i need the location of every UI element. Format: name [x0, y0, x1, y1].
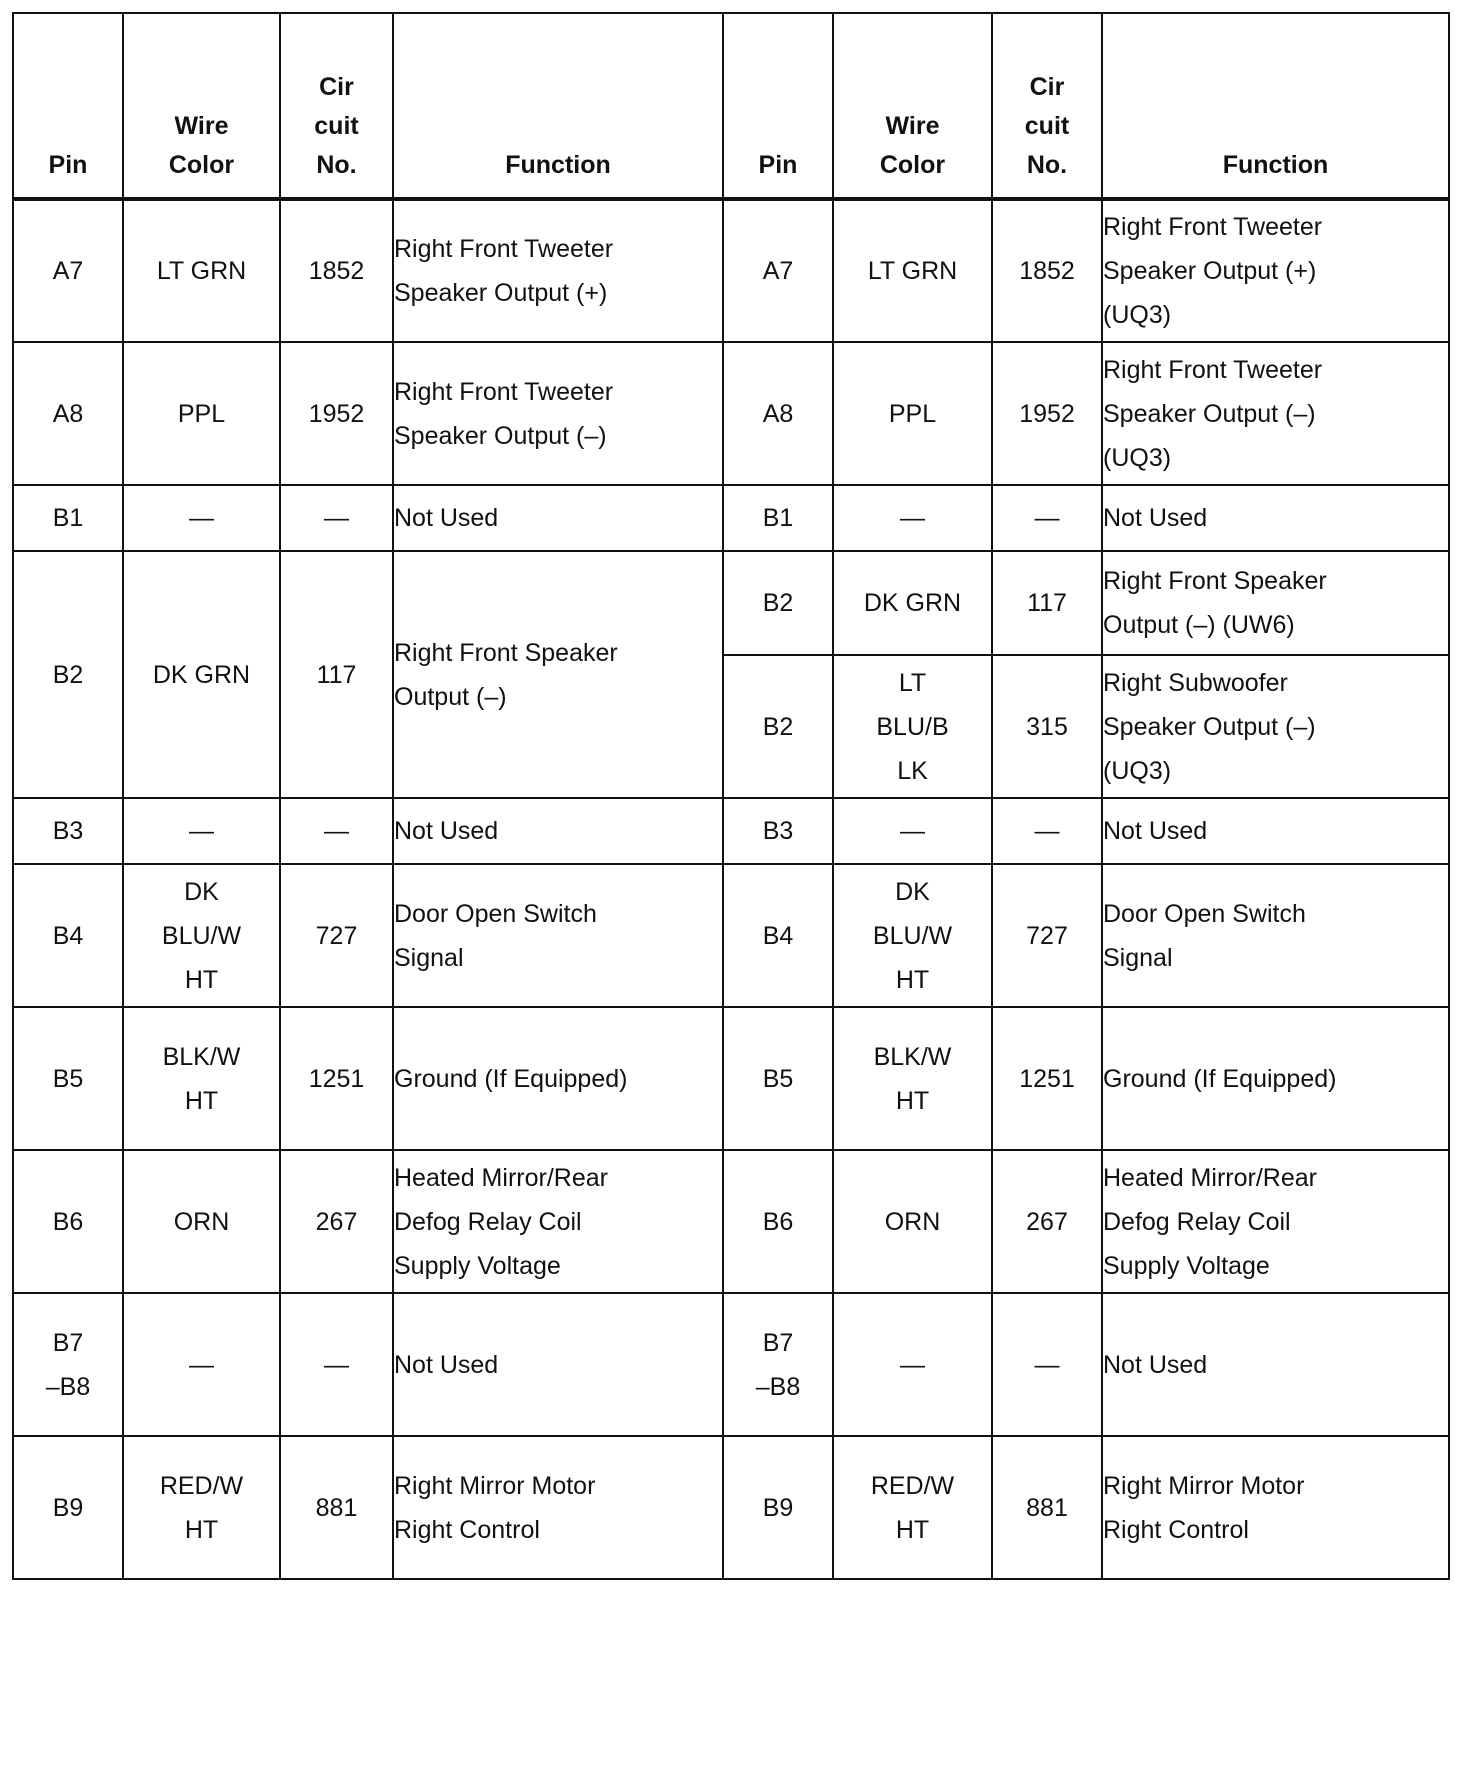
pin-cell: A8: [723, 342, 833, 485]
circuit-cell: —: [992, 485, 1102, 551]
header-pin-left: Pin: [13, 13, 123, 199]
circuit-cell: 727: [280, 864, 393, 1007]
circuit-cell: 117: [280, 551, 393, 798]
function-cell: Not Used: [1102, 1293, 1449, 1436]
header-circuit-no-right: Cir cuit No.: [992, 13, 1102, 199]
function-cell: Ground (If Equipped): [1102, 1007, 1449, 1150]
header-wire-color-left: Wire Color: [123, 13, 280, 199]
wire-color-cell: DK BLU/W HT: [833, 864, 992, 1007]
pin-cell: B7 –B8: [723, 1293, 833, 1436]
function-cell: Right Front Tweeter Speaker Output (–): [393, 342, 723, 485]
pin-cell: B3: [13, 798, 123, 864]
header-function-right: Function: [1102, 13, 1449, 199]
circuit-cell: 117: [992, 551, 1102, 655]
circuit-cell: 1251: [280, 1007, 393, 1150]
function-cell: Right Front Speaker Output (–) (UW6): [1102, 551, 1449, 655]
pin-cell: B9: [13, 1436, 123, 1579]
pin-cell: B2: [723, 655, 833, 798]
table-row: [13, 1436, 1449, 1579]
table-row: [13, 199, 1449, 342]
circuit-cell: —: [280, 1293, 393, 1436]
table-row: [13, 1007, 1449, 1150]
circuit-cell: 267: [992, 1150, 1102, 1293]
circuit-cell: 1852: [992, 199, 1102, 342]
circuit-cell: —: [280, 798, 393, 864]
pin-cell: A7: [13, 199, 123, 342]
wire-color-cell: BLK/W HT: [833, 1007, 992, 1150]
header-wire-color-right: Wire Color: [833, 13, 992, 199]
function-cell: Heated Mirror/Rear Defog Relay Coil Supply Voltage: [1102, 1150, 1449, 1293]
function-cell: Not Used: [1102, 798, 1449, 864]
function-cell: Right Front Tweeter Speaker Output (+) (UQ3): [1102, 199, 1449, 342]
circuit-cell: —: [280, 485, 393, 551]
connector-pinout-document: [12, 12, 1448, 1580]
header-pin-right: Pin: [723, 13, 833, 199]
function-cell: Right Front Speaker Output (–): [393, 551, 723, 798]
function-cell: Right Mirror Motor Right Control: [393, 1436, 723, 1579]
function-cell: Right Mirror Motor Right Control: [1102, 1436, 1449, 1579]
pin-cell: B7 –B8: [13, 1293, 123, 1436]
circuit-cell: 881: [992, 1436, 1102, 1579]
circuit-cell: 1952: [992, 342, 1102, 485]
wire-color-cell: —: [833, 1293, 992, 1436]
pin-cell: B5: [13, 1007, 123, 1150]
pin-cell: B2: [13, 551, 123, 798]
function-cell: Door Open Switch Signal: [1102, 864, 1449, 1007]
circuit-cell: 1952: [280, 342, 393, 485]
pin-cell: B4: [13, 864, 123, 1007]
function-cell: Not Used: [393, 798, 723, 864]
function-cell: Heated Mirror/Rear Defog Relay Coil Supply Voltage: [393, 1150, 723, 1293]
wire-color-cell: LT GRN: [123, 199, 280, 342]
table-row: [13, 1150, 1449, 1293]
function-cell: Right Subwoofer Speaker Output (–) (UQ3): [1102, 655, 1449, 798]
wire-color-cell: —: [123, 798, 280, 864]
function-cell: Not Used: [1102, 485, 1449, 551]
wire-color-cell: PPL: [833, 342, 992, 485]
pin-cell: B9: [723, 1436, 833, 1579]
table-row: [13, 798, 1449, 864]
circuit-cell: 267: [280, 1150, 393, 1293]
function-cell: Ground (If Equipped): [393, 1007, 723, 1150]
wire-color-cell: ORN: [833, 1150, 992, 1293]
circuit-cell: 1852: [280, 199, 393, 342]
wire-color-cell: DK BLU/W HT: [123, 864, 280, 1007]
table-row: [13, 342, 1449, 485]
wire-color-cell: —: [123, 1293, 280, 1436]
pinout-table: [12, 12, 1450, 1580]
circuit-cell: —: [992, 1293, 1102, 1436]
header-function-left: Function: [393, 13, 723, 199]
circuit-cell: 315: [992, 655, 1102, 798]
wire-color-cell: —: [833, 485, 992, 551]
header-row: [13, 13, 1449, 199]
pin-cell: B1: [723, 485, 833, 551]
table-row: [13, 864, 1449, 1007]
pin-cell: B5: [723, 1007, 833, 1150]
pin-cell: B6: [13, 1150, 123, 1293]
header-circuit-no-left: Cir cuit No.: [280, 13, 393, 199]
pin-cell: A7: [723, 199, 833, 342]
wire-color-cell: BLK/W HT: [123, 1007, 280, 1150]
pin-cell: B6: [723, 1150, 833, 1293]
table-row: [13, 485, 1449, 551]
pin-cell: B2: [723, 551, 833, 655]
function-cell: Right Front Tweeter Speaker Output (+): [393, 199, 723, 342]
wire-color-cell: —: [123, 485, 280, 551]
circuit-cell: 1251: [992, 1007, 1102, 1150]
function-cell: Not Used: [393, 1293, 723, 1436]
pin-cell: B3: [723, 798, 833, 864]
function-cell: Not Used: [393, 485, 723, 551]
circuit-cell: 881: [280, 1436, 393, 1579]
wire-color-cell: DK GRN: [833, 551, 992, 655]
wire-color-cell: LT GRN: [833, 199, 992, 342]
wire-color-cell: —: [833, 798, 992, 864]
wire-color-cell: DK GRN: [123, 551, 280, 798]
pin-cell: A8: [13, 342, 123, 485]
table-row: [13, 1293, 1449, 1436]
table-row: [13, 551, 1449, 655]
pin-cell: B1: [13, 485, 123, 551]
circuit-cell: —: [992, 798, 1102, 864]
pin-cell: B4: [723, 864, 833, 1007]
wire-color-cell: PPL: [123, 342, 280, 485]
function-cell: Door Open Switch Signal: [393, 864, 723, 1007]
wire-color-cell: LT BLU/B LK: [833, 655, 992, 798]
wire-color-cell: ORN: [123, 1150, 280, 1293]
wire-color-cell: RED/W HT: [833, 1436, 992, 1579]
function-cell: Right Front Tweeter Speaker Output (–) (UQ3): [1102, 342, 1449, 485]
circuit-cell: 727: [992, 864, 1102, 1007]
wire-color-cell: RED/W HT: [123, 1436, 280, 1579]
